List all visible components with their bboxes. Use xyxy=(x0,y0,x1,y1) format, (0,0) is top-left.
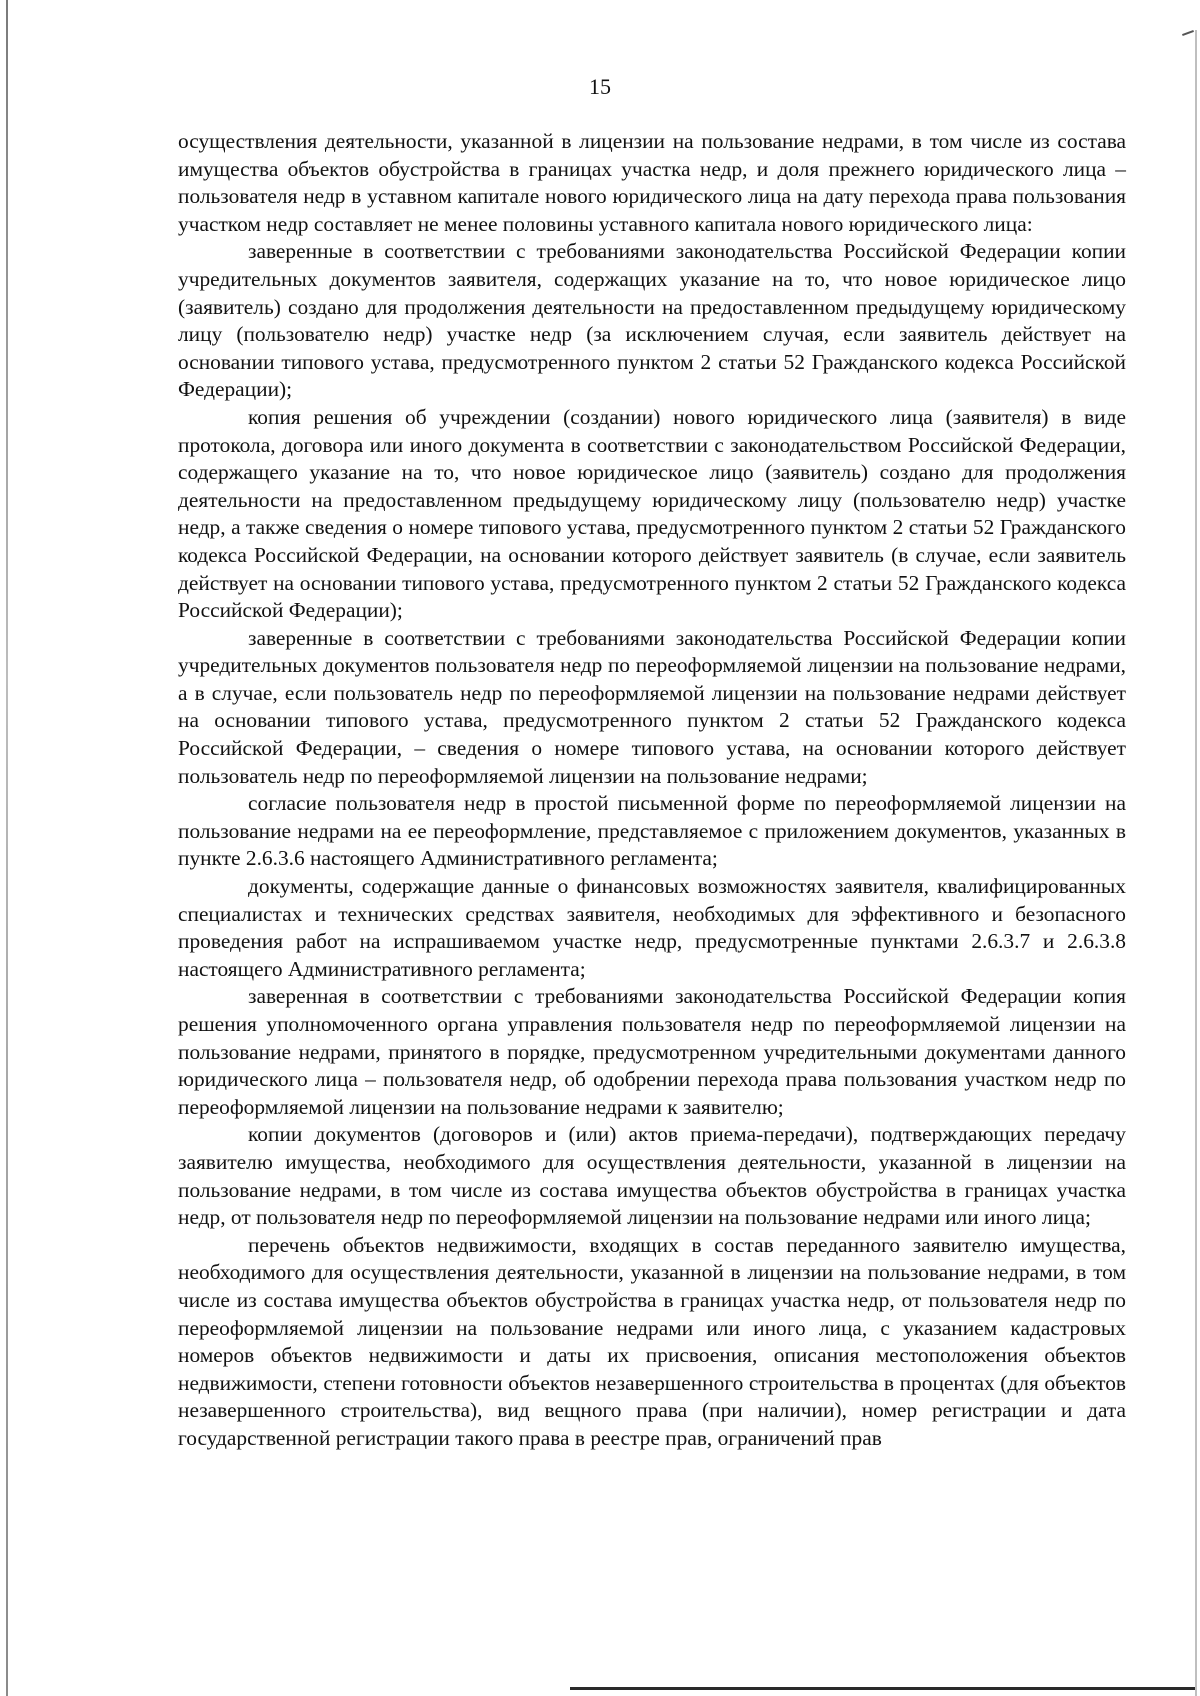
scan-bottom-line xyxy=(570,1687,1195,1690)
paragraph: заверенная в соответствии с требованиями законодательства Российской Федерации копия решения уполномоченного органа управления пользователя недр по переоформляемой лицензии на пользование недрами, принятого в порядке, предусмотренном учредительными документами данного юридического лица – пользователя недр, об одобрении перехода права пользования участком недр по переоформляемой лицензии на пользование недрами к заявителю; xyxy=(178,984,1126,1119)
paragraph: копии документов (договоров и (или) актов приема-передачи), подтверждающих передачу заявителю имущества, необходимого для осуществления деятельности, указанной в лицензии на пользование недрами, в том числе из состава имущества объектов обустройства в границах участка недр, от пользователя недр по переоформляемой лицензии на пользование недрами или иного лица; xyxy=(178,1122,1126,1230)
scan-right-edge xyxy=(1195,30,1197,1696)
paragraph: заверенные в соответствии с требованиями законодательства Российской Федерации копии учредительных документов пользователя недр по переоформляемой лицензии на пользование недрами, а в случае, если пользователь недр по переоформляемой лицензии на пользование недрами действует на основании типового устава, предусмотренного пунктом 2 статьи 52 Гражданского кодекса Российской Федерации, – сведения о номере типового устава, на основании которого действует пользователь недр по переоформляемой лицензии на пользование недрами; xyxy=(178,625,1126,788)
paragraph: документы, содержащие данные о финансовых возможностях заявителя, квалифицированных специалистах и технических средствах заявителя, необходимых для эффективного и безопасного проведения работ на испрашиваемом участке недр, предусмотренные пунктами 2.6.3.7 и 2.6.3.8 настоящего Административного регламента; xyxy=(178,874,1126,981)
page-number: 15 xyxy=(589,74,611,99)
paragraph: заверенные в соответствии с требованиями законодательства Российской Федерации копии учредительных документов заявителя, содержащих указание на то, что новое юридическое лицо (заявитель) создано для продолжения деятельности на предоставленном предыдущему юридическому лицу (пользователю недр) участке недр (за исключением случая, если заявитель действует на основании типового устава, предусмотренного пунктом 2 статьи 52 Гражданского кодекса Российской Федерации); xyxy=(178,239,1126,402)
paragraph: согласие пользователя недр в простой письменной форме по переоформляемой лицензии на пользование недрами на ее переоформление, представляемое с приложением документов, указанных в пункте 2.6.3.6 настоящего Административного регламента; xyxy=(178,791,1126,871)
paragraph-continuation: осуществления деятельности, указанной в лицензии на пользование недрами, в том числе из состава имущества объектов обустройства в границах участка недр, и доля прежнего юридического лица – пользователя недр в уставном капитале нового юридического лица на дату перехода права пользования участком недр составляет не менее половины уставного капитала нового юридического лица: xyxy=(178,129,1126,236)
scan-left-edge xyxy=(6,0,8,1696)
paragraph: копия решения об учреждении (создании) нового юридического лица (заявителя) в виде протокола, договора или иного документа в соответствии с законодательством Российской Федерации, содержащего указание на то, что новое юридическое лицо (заявитель) создано для продолжения деятельности на предоставленном предыдущему юридическому лицу (пользователю недр) участке недр, а также сведения о номере типового устава, предусмотренного пунктом 2 статьи 52 Гражданского кодекса Российской Федерации, на основании которого действует заявитель (в случае, если заявитель действует на основании типового устава, предусмотренного пунктом 2 статьи 52 Гражданского кодекса Российской Федерации); xyxy=(178,404,1126,623)
paragraph: перечень объектов недвижимости, входящих в состав переданного заявителю имущества, необходимого для осуществления деятельности, указанной в лицензии на пользование недрами, в том числе из состава имущества объектов обустройства в границах участка недр, от пользователя недр по переоформляемой лицензии на пользование недрами или иного лица, с указанием кадастровых номеров объектов недвижимости и даты их присвоения, описания местоположения объектов недвижимости, степени готовности объектов незавершенного строительства в процентах (для объектов незавершенного строительства), вид вещного права (при наличии), номер регистрации и дата государственной регистрации такого права в реестре прав, ограничений прав xyxy=(178,1232,1126,1450)
scan-corner-mark xyxy=(1182,30,1194,36)
document-body xyxy=(178,128,1126,1453)
